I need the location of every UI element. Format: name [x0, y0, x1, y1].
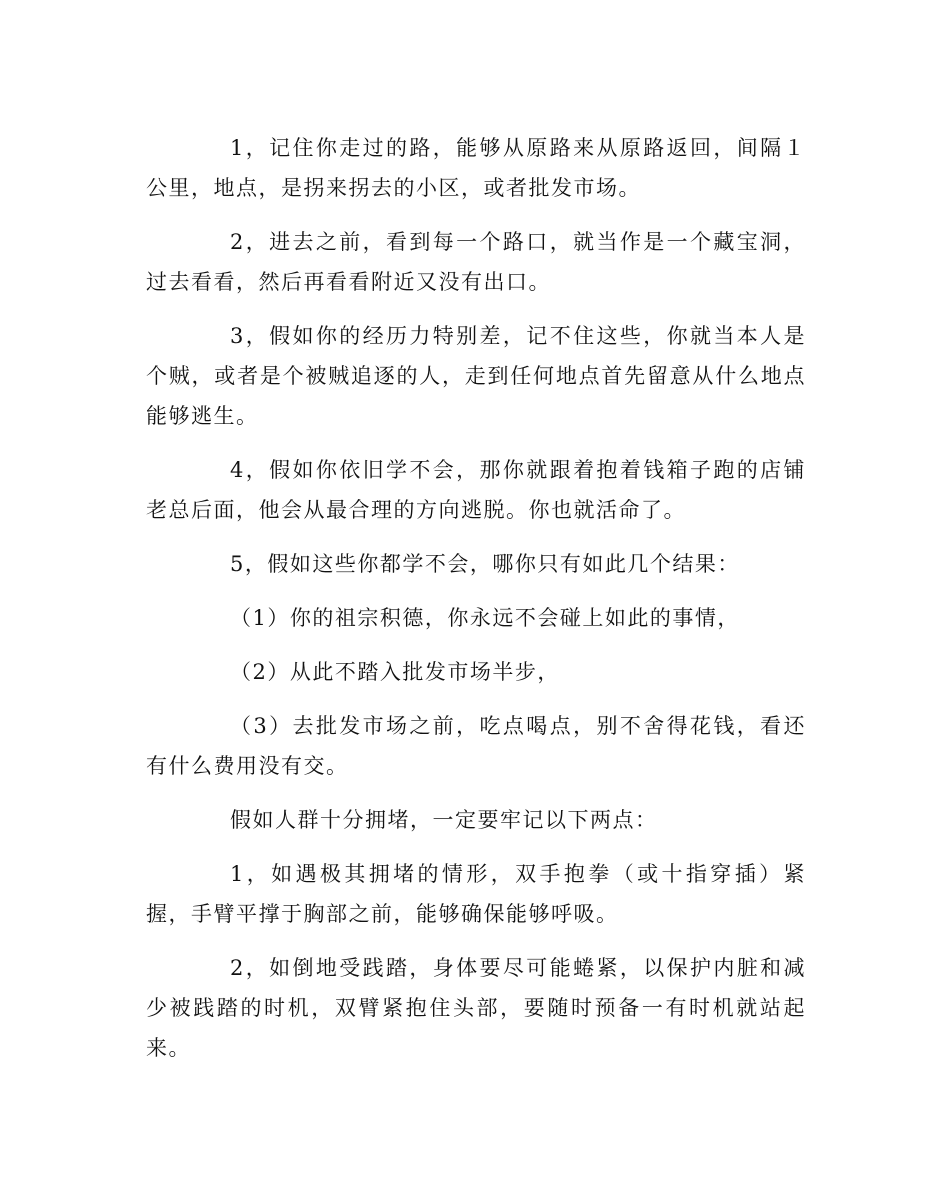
paragraph-1: 1，记住你走过的路，能够从原路来从原路返回，间隔１公里，地点，是拐来拐去的小区，或者批发市场。 [146, 136, 806, 200]
paragraph-crowd-1: 1，如遇极其拥堵的情形，双手抱拳（或十指穿插）紧握，手臂平撑于胸部之前，能够确保能够呼吸。 [146, 862, 806, 926]
paragraph-5-item-3: （3）去批发市场之前，吃点喝点，别不舍得花钱，看还有什么费用没有交。 [146, 714, 806, 778]
paragraph-5-item-1: （1）你的祖宗积德，你永远不会碰上如此的事情， [230, 606, 740, 630]
paragraph-3: 3，假如你的经历力特别差，记不住这些，你就当本人是个贼，或者是个被贼追逐的人，走到任何地点首先留意从什么地点能够逃生。 [146, 324, 806, 428]
paragraph-4: 4，假如你依旧学不会，那你就跟着抱着钱箱子跑的店铺老总后面，他会从最合理的方向逃脱。你也就活命了。 [146, 458, 806, 522]
paragraph-5: 5，假如这些你都学不会，哪你只有如此几个结果： [230, 552, 740, 576]
paragraph-2: 2，进去之前，看到每一个路口，就当作是一个藏宝洞，过去看看，然后再看看附近又没有出口。 [146, 230, 806, 294]
paragraph-crowd-2: 2，如倒地受践踏，身体要尽可能蜷紧，以保护内脏和减少被践踏的时机，双臂紧抱住头部，要随时预备一有时机就站起来。 [146, 956, 806, 1060]
paragraph-5-item-2: （2）从此不踏入批发市场半步， [230, 660, 560, 684]
paragraph-crowd-intro: 假如人群十分拥堵，一定要牢记以下两点： [230, 808, 658, 832]
document-body [146, 128, 806, 1082]
